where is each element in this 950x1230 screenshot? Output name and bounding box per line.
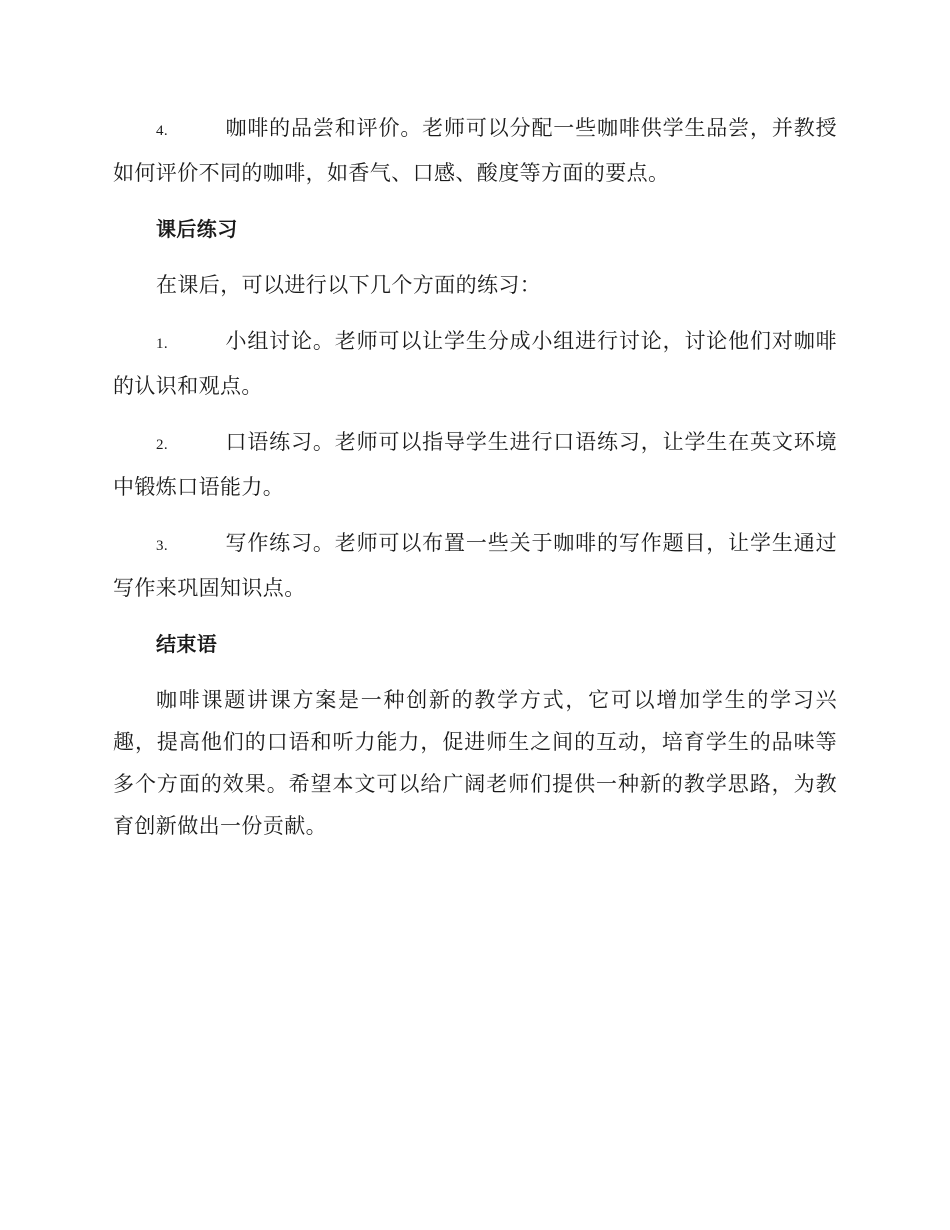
conclusion-paragraph: 咖啡课题讲课方案是一种创新的教学方式，它可以增加学生的学习兴趣，提高他们的口语和听力能力，促进师生之间的互动，培育学生的品味等多个方面的效果。希望本文可以给广阔老师们提供一种新的教学思路，为教育创新做出一份贡献。 (113, 688, 837, 838)
section-heading-practice: 课后练习 (156, 217, 238, 241)
list-number: 1. (156, 336, 169, 352)
list-item-text: 写作练习。老师可以布置一些关于咖啡的写作题目，让学生通过写作来巩固知识点。 (113, 531, 837, 600)
list-number: 3. (156, 538, 169, 554)
list-number: 4. (156, 123, 169, 139)
list-item-group-discussion (113, 320, 837, 407)
practice-intro-paragraph: 在课后，可以进行以下几个方面的练习： (156, 273, 542, 297)
document-page (113, 107, 837, 861)
list-number: 2. (156, 437, 169, 453)
list-item-text: 咖啡的品尝和评价。老师可以分配一些咖啡供学生品尝，并教授如何评价不同的咖啡，如香气、口感、酸度等方面的要点。 (113, 116, 837, 185)
list-item-text: 小组讨论。老师可以让学生分成小组进行讨论，讨论他们对咖啡的认识和观点。 (113, 329, 837, 398)
list-item-speaking-practice (113, 421, 837, 508)
list-item-writing-practice (113, 522, 837, 609)
list-item-text: 口语练习。老师可以指导学生进行口语练习，让学生在英文环境中锻炼口语能力。 (113, 430, 837, 499)
list-item-tasting (113, 107, 837, 194)
section-heading-conclusion: 结束语 (156, 632, 218, 656)
